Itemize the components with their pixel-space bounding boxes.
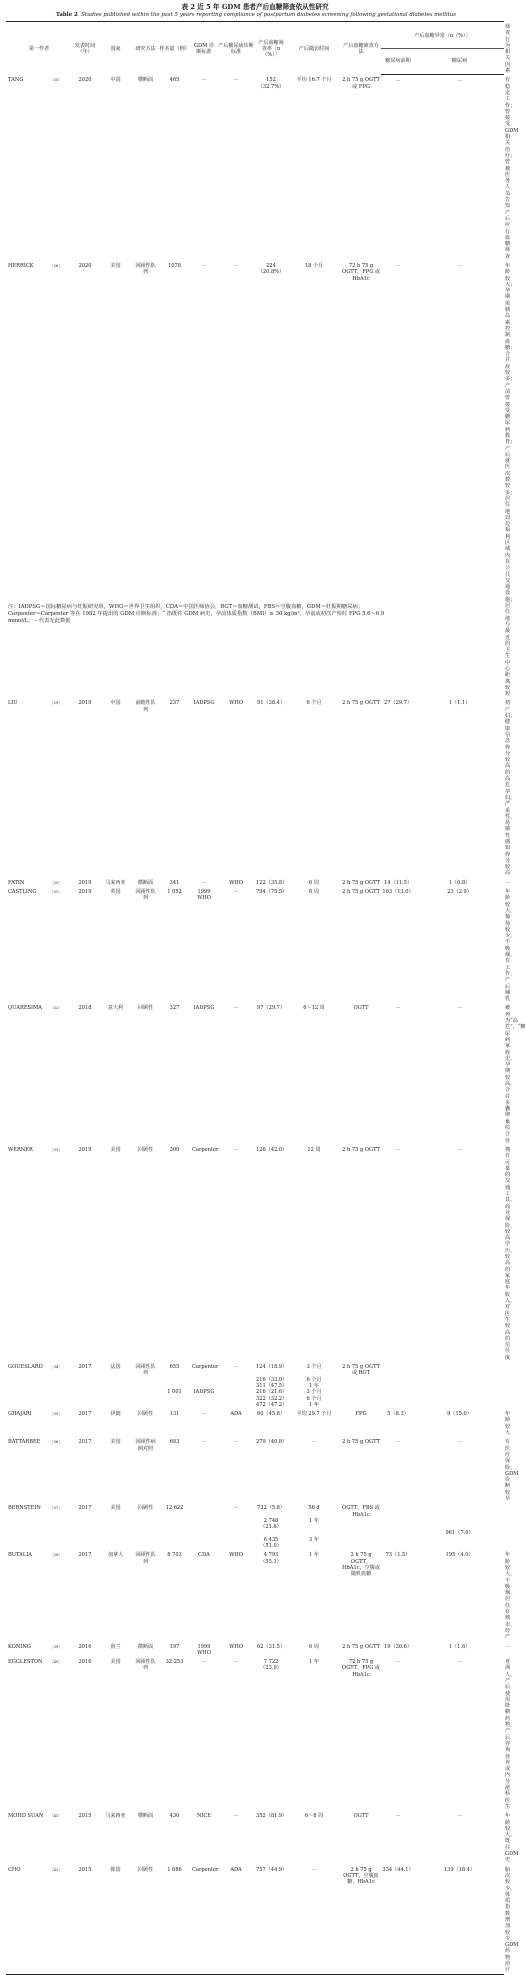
study-prediabetes	[381, 1537, 415, 1550]
study-gdm-criteria: Carpenter	[191, 1864, 217, 1975]
study-ref: ［33］	[50, 1147, 62, 1152]
table-notes	[8, 604, 504, 625]
study-country: 美国	[110, 1505, 121, 1512]
study-screening-method: 72 h 75 g OGTT，FPG 或 HbA1c	[342, 1659, 380, 1678]
study-author: BERNSTEIN	[8, 1505, 41, 1512]
study-author: LIU	[8, 700, 18, 707]
study-sample-size: 12 622	[165, 1505, 184, 1512]
study-pp-criteria: －	[233, 262, 239, 269]
study-year: 2019	[78, 1146, 92, 1153]
study-country: 加拿大	[107, 1552, 124, 1559]
study-screening-rate: 152（32.7%）	[257, 77, 285, 90]
study-author: MOHD SUAN	[8, 1813, 44, 1820]
study-method: 回顾性队列	[135, 1364, 156, 1377]
study-diabetes: 1（1.6）	[448, 1643, 471, 1650]
study-year	[72, 1518, 98, 1531]
study-followup: 1 年	[309, 1517, 319, 1524]
study-country: 意大利	[107, 1005, 124, 1012]
study-screening-rate: 126（42.0）	[256, 1146, 288, 1153]
study-pp-criteria	[217, 1518, 255, 1531]
study-year: 2020	[78, 262, 92, 269]
study-year: 2019	[78, 700, 92, 707]
study-author: FATIN	[8, 879, 25, 886]
study-year: 2017	[78, 1411, 92, 1418]
study-pp-criteria: ADA	[230, 1411, 242, 1418]
table-caption-en	[8, 12, 504, 19]
study-screening-method: 2 h 75 g OGTT	[342, 1439, 380, 1446]
study-diabetes: 9（15.0）	[447, 1411, 472, 1418]
study-gdm-criteria	[191, 1518, 217, 1531]
header-pp-criteria: 产后糖尿病诊断标准	[218, 42, 254, 56]
study-author: CHO	[6, 1864, 50, 1975]
study-screening-rate: 732（5.8）	[257, 1505, 286, 1512]
study-author: WERNER	[8, 1146, 33, 1153]
study-pp-criteria: WHO	[229, 1643, 243, 1650]
table-row: CHO ［42］ 2015 韩国 回顾性 1 686 Carpenter ADA 757（44.9） － 2 h 75 g OGTT，空腹血糖，HbA1c 334（44.1） 139（18.4） 胎次较少，体质指数增加较少，GDM 药物治疗	[6, 1864, 504, 1975]
study-followup: 6 个月	[306, 1395, 322, 1402]
study-diabetes: 139（18.4）	[415, 1864, 504, 1975]
study-country: 英国	[110, 889, 121, 896]
study-diabetes	[415, 1518, 504, 1531]
study-diabetes: －	[456, 262, 463, 269]
study-screening-rate: 322（32.2）	[256, 1395, 288, 1402]
study-screening-method: OGTT	[353, 1005, 369, 1012]
study-screening-rate: 352（81.9）	[256, 1813, 288, 1820]
study-author: QUARESIMA	[8, 1005, 42, 1012]
header-prediabetes: 糖尿病前期	[381, 49, 415, 75]
study-prediabetes: 73（1.5）	[385, 1552, 411, 1559]
study-followup: 6 个月	[306, 1376, 322, 1383]
table-row: HERRICK ［26］ 2020 美国 回顾性队列 1078 － － 224（20.8%） 18 个月 72 h 75 g OGTT，FPG 或 HbA1c － － 年龄较大；孕期需胰岛素控制血糖；合并症较多；产前曾接受糖尿病教育；产后就医次数较多；居住地周边福利区域内有公共交通设施；居住地与最近的卫生中心距离较短	[6, 260, 504, 697]
study-sample-size: 8 703	[167, 1552, 182, 1559]
table-row	[6, 1537, 504, 1550]
study-ref	[50, 1518, 72, 1531]
table-row: TANG ［25］ 2020 中国 横断面 465 － － 152（32.7%） 平均 16.7 个月 2 h 75 g OGTT 或 FPG － － 有稳定工作；曾接受 GDM 相关治疗；曾被医务人员告知产后应行血糖筛查	[6, 74, 504, 260]
study-screening-method: 2 h 75 g OGTT	[342, 879, 380, 886]
study-ref: ［42］	[50, 1864, 72, 1975]
header-author: 第一作者	[28, 46, 50, 53]
study-screening-rate: 279（40.8）	[256, 1439, 288, 1446]
study-method	[133, 1537, 158, 1550]
study-diabetes	[415, 1502, 504, 1518]
study-screening-method: 2 h 75 g OGTT，HbA1c，空腹或随机血糖	[342, 1552, 380, 1578]
study-pp-criteria: WHO	[229, 879, 243, 886]
study-screening-rate: 794（75.5）	[256, 889, 288, 896]
study-diabetes	[415, 1537, 504, 1550]
study-sample-size	[158, 1518, 191, 1531]
study-screening-rate: 124（18.9）	[256, 1364, 288, 1371]
study-pp-criteria: －	[233, 1439, 239, 1446]
study-diabetes: 195（4.0）	[445, 1552, 474, 1559]
study-prediabetes: －	[395, 1659, 401, 1666]
study-gdm-criteria: IADPSG	[193, 700, 215, 707]
study-country	[98, 1518, 133, 1531]
study-prediabetes: －	[395, 1146, 401, 1153]
table-row: CASTLING ［31］ 2019 英国 回顾性队列 1 052 1999 WHO － 794（75.5） 6 周 2 h 75 g OGTT 103（13.0） 23（2.9） 年龄较大，葡萄较少，不吸烟，有工作，产后哺乳	[6, 886, 504, 1002]
study-method: 回顾性队列	[135, 1552, 156, 1565]
study-method: 回顾性队列	[135, 889, 156, 902]
study-followup: 1 年	[309, 1382, 319, 1389]
study-author: HERRICK	[8, 262, 34, 269]
study-pp-criteria: －	[233, 1146, 239, 1153]
study-prediabetes: 27（29.7）	[384, 700, 413, 707]
study-year: 2017	[78, 1505, 92, 1512]
study-diabetes: －	[456, 1813, 463, 1820]
study-year: 2015	[78, 1813, 92, 1820]
study-screening-rate: 4 793（55.1）	[260, 1552, 282, 1565]
study-sample-size: 430	[169, 1813, 180, 1820]
study-author: GOUESLARD	[8, 1364, 43, 1371]
study-year: 2019	[78, 889, 92, 896]
study-screening-rate: 311（47.5）	[256, 1382, 288, 1389]
header-gdm-criteria: GDM 诊断标准	[193, 42, 215, 56]
note-line: Carpenter＝Carpenter 等在 1982 年提出的 GDM 诊断标准；“ 指既往 GDM 病史、孕前体质指数（BMI）≥ 30 kg/m²、孕前或初次产检时 FPG 5.6～6.9	[8, 611, 385, 617]
study-pp-criteria: WHO	[229, 1552, 243, 1559]
study-screening-method	[341, 1518, 381, 1531]
table-row	[6, 1361, 504, 1377]
study-pp-criteria: ADA	[217, 1864, 255, 1975]
study-sample-size: 300	[169, 1146, 180, 1153]
study-followup: 56 d	[308, 1505, 320, 1512]
study-screening-method: 2 h 75 g OGTT	[342, 1643, 380, 1650]
study-pp-criteria: －	[233, 1005, 239, 1012]
study-prediabetes: －	[395, 77, 401, 84]
study-ref: ［38］	[50, 1553, 62, 1558]
study-sample-size: 683	[169, 1439, 180, 1446]
study-author: GHAJARI	[8, 1411, 32, 1418]
study-method: 横断面	[137, 1813, 154, 1820]
study-country: 美国	[110, 262, 121, 269]
study-sample-size: 341	[169, 879, 180, 886]
header-sample: 样本量（例）	[159, 46, 190, 53]
study-diabetes: 1（0.8）	[448, 879, 471, 886]
study-screening-method: OGTT，FBS 或 HbA1c	[342, 1505, 380, 1518]
study-sample-size: 327	[169, 1005, 180, 1012]
study-followup: 平均 16.7 个月	[296, 77, 332, 84]
table-body	[6, 74, 526, 1974]
study-diabetes: 1（1.1）	[448, 700, 471, 707]
study-ref: ［39］	[50, 1644, 62, 1649]
study-author: KONING	[8, 1643, 31, 1650]
study-ref: ［32］	[50, 1006, 62, 1011]
study-gdm-criteria	[191, 1502, 217, 1518]
study-year: 2017	[78, 1364, 92, 1371]
study-author	[6, 1537, 50, 1550]
table-row	[6, 1502, 504, 1518]
study-diabetes: －	[456, 1146, 463, 1153]
study-diabetes: －	[456, 77, 463, 84]
study-sample-size: 131	[169, 1411, 180, 1418]
study-author: CASTLING	[8, 889, 37, 896]
study-author	[6, 1518, 50, 1531]
study-country: 美国	[110, 1439, 121, 1446]
study-gdm-criteria: CDA	[198, 1552, 210, 1559]
study-screening-method: 2 h 75 g OGTT 或 RGT	[342, 1364, 380, 1377]
study-method: 回顾性病例对照	[135, 1439, 156, 1452]
study-ref: ［36］	[50, 1440, 62, 1445]
study-ref: ［30］	[50, 880, 62, 885]
study-method: 回顾性	[133, 1864, 158, 1975]
study-sample-size: 1 001	[167, 1389, 182, 1396]
study-followup: 3 个月	[306, 1364, 322, 1371]
study-gdm-criteria: －	[201, 1659, 207, 1666]
study-pp-criteria: WHO	[229, 700, 243, 707]
study-followup: 12 周	[307, 1146, 321, 1153]
header-compliance: 产后血糖筛查率〔n（%）〕	[258, 39, 284, 59]
study-year: 2015	[72, 1864, 98, 1975]
study-country: 韩国	[98, 1864, 133, 1975]
study-pp-criteria: －	[233, 1364, 239, 1371]
study-prediabetes: －	[395, 1813, 401, 1820]
study-screening-rate: 7 722（23.9）	[260, 1659, 282, 1672]
study-screening-rate: 62（31.5）	[257, 1643, 286, 1650]
study-country: 中国	[110, 700, 121, 707]
study-gdm-criteria: －	[201, 879, 207, 886]
study-prediabetes: 334（44.1）	[381, 1864, 415, 1975]
study-diabetes: 23（2.9）	[447, 889, 472, 896]
study-followup: 6 周	[309, 879, 319, 886]
study-sample-size: 465	[169, 77, 180, 84]
study-gdm-criteria: IADPSG	[193, 1389, 215, 1396]
study-followup: 1 年	[309, 1401, 319, 1408]
study-ref	[50, 1537, 72, 1550]
table-row: EGGLESTON ［40］ 2016 美国 回顾性队列 32 253 － － 7 722（23.9） 1 年 72 h 75 g OGTT，FPG 或 HbA1c － － 亚洲人，产后使用降糖药物，产后咨询营养或内分泌科医生	[6, 1656, 504, 1810]
study-pp-criteria	[217, 1537, 255, 1550]
study-screening-method: 72 h 75 g OGTT，FPG 或 HbA1c	[342, 262, 380, 282]
study-country: 伊朗	[110, 1411, 121, 1418]
study-year: 2020	[78, 77, 92, 84]
study-prediabetes	[381, 1361, 415, 1377]
study-screening-rate: 60（45.8）	[257, 1411, 286, 1418]
header-screen-method: 产后血糖筛查方法	[343, 42, 379, 56]
study-followup: 6 周	[309, 889, 319, 896]
study-screening-rate: 6 435（51.0）	[260, 1536, 282, 1550]
study-screening-method: 2 h 75 g OGTT，空腹血糖，HbA1c	[341, 1864, 381, 1975]
table-row: MOHD SUAN ［41］ 2015 马来西亚 横断面 430 NICE － 352（81.9） 6～8 周 OGTT － － 年龄较大，既往 GDM 史	[6, 1810, 504, 1863]
study-diabetes: －	[456, 1439, 463, 1446]
study-year	[72, 1537, 98, 1550]
study-pp-criteria: －	[233, 1813, 239, 1820]
study-ref: ［35］	[50, 1412, 62, 1417]
header-year: 发表时间（年）	[74, 42, 96, 56]
study-ref: ［41］	[50, 1814, 62, 1819]
table-row: KONING ［39］ 2016 荷兰 横断面 197 1999 WHO WHO 62（31.5） 6 周 2 h 75 g OGTT 19（30.6） 1（1.6） －	[6, 1641, 504, 1657]
study-prediabetes	[381, 1518, 415, 1531]
study-pp-criteria: －	[233, 1505, 239, 1512]
study-prediabetes	[381, 1502, 415, 1518]
study-prediabetes: －	[395, 262, 401, 269]
study-ref: ［25］	[50, 78, 62, 83]
table-label: Table 2	[55, 12, 78, 18]
study-screening-method: 2 h 75 g OGTT 或 FPG	[342, 77, 380, 90]
study-method: 回顾性队列	[135, 1659, 156, 1672]
header-country: 国家	[110, 46, 121, 53]
table-caption-cn: 表 2 近 5 年 GDM 患者产后血糖筛查依从性研究	[181, 3, 329, 11]
study-screening-rate: 91（38.4）	[257, 700, 286, 707]
study-sample-size: 32 253	[165, 1659, 184, 1666]
study-followup: 6～8 周	[304, 1813, 324, 1820]
study-screening-rate: 224（20.8%）	[257, 262, 285, 276]
study-prediabetes: 5（8.3）	[387, 1411, 409, 1418]
study-country: 法国	[110, 1364, 121, 1371]
study-screening-rate: 216（33.0）	[256, 1376, 288, 1383]
study-gdm-criteria: Carpenter	[192, 1146, 219, 1153]
study-followup: －	[311, 1439, 317, 1446]
study-gdm-criteria: －	[201, 77, 207, 84]
study-prediabetes: 14（11.5）	[384, 879, 413, 886]
note-line: 注：IADPSG＝国际糖尿病与妊娠研究组，WHO＝世界卫生组织，CDA＝中国医师协会，RGT＝血糖测试，FBS＝空腹血糖，GDM＝妊娠期糖尿病；	[8, 604, 364, 610]
table-row: BUTALIA ［38］ 2017 加拿大 回顾性队列 8 703 CDA WHO 4 793（55.1） 1 年 2 h 75 g OGTT，HbA1c，空腹或随机血糖 73（1.5） 195（4.0） 年龄较大，不吸烟，居住在城市、经产	[6, 1549, 504, 1640]
study-country	[98, 1537, 133, 1550]
study-method: 前瞻性队列	[135, 700, 156, 713]
table-row: FATIN ［30］ 2019 马来西亚 横断面 341 － WHO 122（35.8） 6 周 2 h 75 g OGTT 14（11.5） 1（0.8） －	[6, 877, 504, 886]
study-screening-rate: 2 748（21.8）	[260, 1517, 282, 1531]
study-followup: 3 年	[309, 1536, 319, 1543]
study-country: 马来西亚	[105, 1813, 126, 1820]
table-row: WERNER ［33］ 2019 美国 回顾性 300 Carpenter － 126（42.0） 12 周 2 h 75 g OGTT － － 拥有可靠的交通工具、商业保险，较高学历，较高的家庭年收入，对医生较高的信任度	[6, 1144, 504, 1361]
study-ref: ［31］	[50, 890, 62, 895]
study-method: 回顾性	[137, 1505, 154, 1512]
study-sample-size: 655	[169, 1364, 180, 1371]
study-pp-criteria: －	[233, 77, 239, 84]
study-country: 美国	[110, 1659, 121, 1666]
study-followup: 18 个月	[304, 262, 324, 269]
study-author: BATTARBEE	[8, 1439, 41, 1446]
header-followup: 产后随访时间	[298, 46, 330, 53]
study-screening-rate: 97（29.7）	[257, 1005, 286, 1012]
study-sample-size: 1 686	[158, 1864, 191, 1975]
study-prediabetes: 103（13.0）	[382, 889, 414, 896]
study-method: 回顾性	[137, 1005, 154, 1012]
table-row	[6, 1518, 504, 1531]
study-sample-size: 237	[169, 700, 180, 707]
table-header: 第一作者 发表时间（年） 国家 研究方法 样本量（例） GDM 诊断标准 产后糖尿病诊断标准 产后血糖筛查率〔n（%）〕 产后随访时间 产后血糖筛查方法 产后血糖异常〔n（%）〕 筛查行为相关因素 糖尿病前期 糖尿病	[6, 22, 504, 75]
study-country: 美国	[110, 1146, 121, 1153]
study-screening-rate: 216（21.6）	[256, 1389, 288, 1396]
table-title-en: Studies published within the past 5 years reporting compliance of postpartum diabetes screening following gestational diabetes mellitus	[81, 12, 457, 18]
study-year: 2016	[78, 1643, 92, 1650]
study-prediabetes: 19（30.6）	[384, 1643, 413, 1650]
study-gdm-criteria	[191, 1537, 217, 1550]
study-screening-method: 2 h 75 g OGTT	[342, 1146, 380, 1153]
studies-table	[6, 21, 526, 1975]
study-sample-size: 197	[169, 1643, 180, 1650]
study-gdm-criteria: －	[201, 262, 207, 269]
table-row: LIU ［29］ 2019 中国 前瞻性队列 237 IADPSG WHO 91（38.4） 6 个月 2 h 75 g OGTT 27（29.7） 1（1.1） 初产妇；健康信念得分较高的高危孕妇，严重性、易感性感知得分较高	[6, 697, 504, 876]
study-ref: ［34］	[50, 1365, 62, 1370]
table-row: BATTARBEE ［36］ 2017 美国 回顾性病例对照 683 － － 279（40.8） － 2 h 75 g OGTT － － 有医疗保险、GDM 诊断较早	[6, 1436, 504, 1502]
study-gdm-criteria: IADPSG	[193, 1005, 215, 1012]
study-gdm-criteria: －	[201, 1439, 207, 1446]
study-year: 2017	[78, 1552, 92, 1559]
study-year: 2018	[78, 1005, 92, 1012]
study-year: 2017	[78, 1439, 92, 1446]
study-prediabetes: －	[395, 1005, 401, 1012]
header-method: 研究方法	[135, 46, 156, 53]
study-screening-method: OGTT	[353, 1813, 369, 1820]
study-followup: 1 年	[309, 1659, 319, 1666]
study-diabetes	[415, 1361, 504, 1377]
study-screening-method: FPG	[355, 1411, 367, 1418]
header-diabetes: 糖尿病	[415, 49, 504, 75]
study-sample-size: 1 052	[167, 889, 182, 896]
header-abnormal: 产后血糖异常〔n（%）〕	[381, 22, 504, 49]
study-year: 2016	[78, 1659, 92, 1666]
study-screening-method: 2 h 75 g OGTT	[342, 700, 380, 707]
study-followup: 平均 29.7 个月	[296, 1411, 332, 1418]
study-gdm-criteria: Carpenter	[192, 1364, 219, 1371]
study-followup: －	[287, 1864, 341, 1975]
study-screening-rate: 122（35.8）	[256, 879, 288, 886]
study-screening-rate: 757（44.9）	[255, 1864, 287, 1975]
study-sample-size: 1078	[168, 262, 181, 269]
study-gdm-criteria: －	[201, 1411, 207, 1418]
study-country: 中国	[110, 77, 121, 84]
note-line: mmol/L；－代表无此数据	[8, 618, 71, 624]
study-ref: ［37］	[50, 1506, 62, 1511]
study-method: 横断面	[137, 879, 154, 886]
study-author: EGGLESTON	[8, 1659, 43, 1666]
study-author: BUTALIA	[8, 1552, 32, 1559]
study-diabetes: －	[456, 1005, 463, 1012]
study-gdm-criteria: 1999 WHO	[197, 1643, 211, 1656]
study-screening-method	[341, 1537, 381, 1550]
table-row: GHAJARI ［35］ 2017 伊朗 回顾性 131 － ADA 60（45.8） 平均 29.7 个月 FPG 5（8.3） 9（15.0） 年龄较大	[6, 1408, 504, 1436]
study-followup: 6 个月	[306, 700, 322, 707]
study-method: 回顾性队列	[135, 262, 156, 276]
study-country: 荷兰	[110, 1643, 121, 1650]
study-ref: ［29］	[50, 701, 62, 706]
study-method: 回顾性	[137, 1411, 154, 1418]
study-followup: 6 周	[309, 1643, 319, 1650]
study-country: 马来西亚	[105, 879, 126, 886]
study-followup: 6～12 周	[303, 1005, 325, 1012]
study-ref: ［26］	[50, 263, 62, 268]
study-pp-criteria: －	[233, 1659, 239, 1666]
study-method: 横断面	[137, 1643, 154, 1650]
study-gdm-criteria: NICE	[196, 1813, 212, 1820]
table-row: QUARESIMA ［32］ 2018 意大利 回顾性 327 IADPSG － 97（29.7） 6～12 周 OGTT － － 被列为“高危”，“糖尿病家族史，孕期较高，合并多囊卵巢综合征	[6, 1002, 504, 1144]
study-prediabetes: －	[395, 1439, 401, 1446]
study-author: TANG	[8, 77, 24, 84]
study-gdm-criteria: 1999 WHO	[197, 889, 211, 902]
study-pp-criteria: －	[233, 889, 239, 896]
study-method: 横断面	[137, 77, 154, 84]
study-sample-size	[158, 1537, 191, 1550]
study-screening-method: 2 h 75 g OGTT	[342, 889, 380, 896]
study-year: 2019	[78, 879, 92, 886]
study-followup: 1 年	[309, 1552, 319, 1559]
study-method: 回顾性	[137, 1146, 154, 1153]
study-method	[133, 1518, 158, 1531]
study-screening-rate: 472（47.2）	[256, 1401, 288, 1408]
study-diabetes: －	[456, 1659, 463, 1666]
study-ref: ［40］	[50, 1660, 62, 1665]
study-followup: 3 个月	[306, 1389, 322, 1396]
study-diabetes: 961（7.6）	[445, 1530, 474, 1537]
